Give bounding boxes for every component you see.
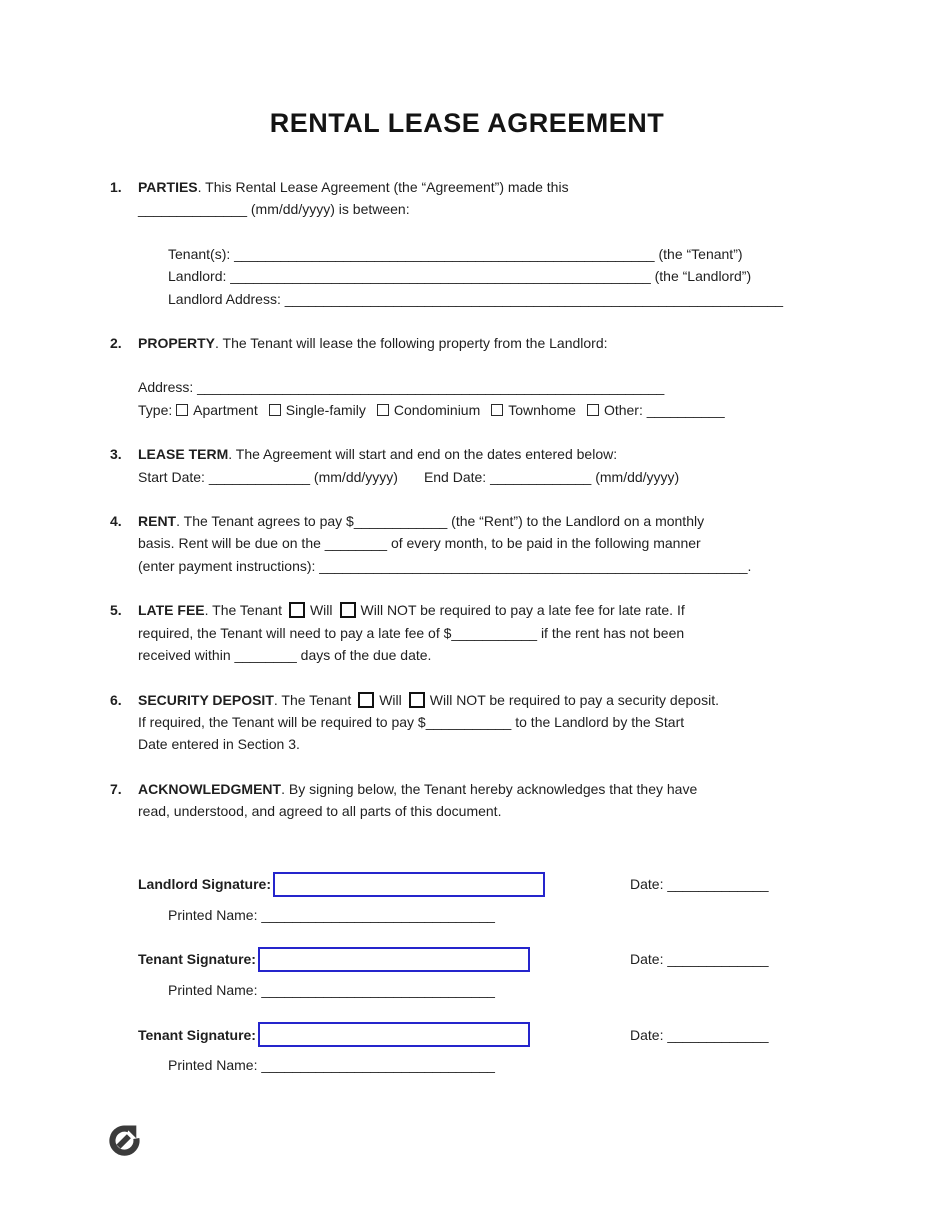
security-deposit-line3: Date entered in Section 3. [138, 736, 300, 753]
section-text: . By signing below, the Tenant hereby acknowledges that they have [281, 780, 698, 797]
date-label: Date: [630, 951, 668, 968]
option-other-label: Other: [603, 401, 647, 418]
tenant-signature-label: Tenant Signature: [138, 1026, 256, 1043]
section-text: . This Rental Lease Agreement (the “Agreement”) made this [197, 179, 569, 195]
landlord-suffix: (the “Landlord”) [650, 268, 752, 285]
section-parties [110, 176, 826, 310]
section-number: 6. [110, 691, 122, 708]
printed-name-blank: ______________________________ [261, 906, 495, 923]
section-lease-term [110, 443, 826, 488]
end-date-blank: _____________ [490, 468, 592, 485]
tenant-signature-input-2[interactable] [258, 1022, 530, 1047]
checkbox-single-family[interactable] [269, 404, 281, 416]
landlord-address-blank: ________________________________________________________________ [284, 290, 784, 307]
section-security-deposit [110, 689, 826, 756]
section-property [110, 332, 826, 421]
option-condominium-label: Condominium [393, 401, 481, 418]
late-fee-will-not-checkbox[interactable] [340, 602, 356, 618]
landlord-name-blank: ______________________________________________________ [230, 268, 651, 285]
document-content [0, 176, 934, 1077]
security-deposit-will-not-label: Will NOT [429, 691, 486, 708]
tenant-signature-label: Tenant Signature: [138, 951, 256, 968]
property-address-label: Address: [138, 379, 198, 396]
section-heading: LATE FEE [138, 602, 205, 619]
printed-name-label: Printed Name: [168, 981, 262, 998]
landlord-signature-input[interactable] [273, 872, 545, 897]
section-rent [110, 510, 826, 577]
rent-line2: basis. Rent will be due on the ________ of every month, to be paid in the following manner [138, 535, 701, 552]
property-address-blank: ____________________________________________________________ [197, 379, 665, 396]
start-date-format: (mm/dd/yyyy) [310, 468, 398, 485]
section-text: be required to pay a late fee for late rate. If [416, 602, 685, 619]
checkbox-other[interactable] [587, 404, 599, 416]
rent-payment-instructions-line: (enter payment instructions): _______________________________________________________. [138, 557, 752, 574]
section-heading: PARTIES [138, 179, 198, 195]
date-blank: _____________ [667, 875, 769, 892]
property-other-blank: __________ [646, 401, 725, 418]
date-label: Date: [630, 1026, 668, 1043]
signature-area [138, 871, 826, 1077]
printed-name-blank: ______________________________ [261, 981, 495, 998]
option-apartment-label: Apartment [193, 401, 258, 418]
page-title: RENTAL LEASE AGREEMENT [269, 108, 665, 138]
section-number: 3. [110, 446, 122, 463]
circular-arrow-logo-icon [107, 1121, 142, 1158]
end-date-label: End Date: [423, 468, 491, 485]
section-text: be required to pay a security deposit. [485, 691, 719, 708]
option-single-family-label: Single-family [285, 401, 366, 418]
section-heading: SECURITY DEPOSIT [138, 691, 274, 708]
checkbox-townhome[interactable] [491, 404, 503, 416]
section-heading: ACKNOWLEDGMENT [138, 780, 282, 797]
tenant-label: Tenant(s): [168, 245, 235, 262]
tenant-suffix: (the “Tenant”) [654, 245, 743, 262]
landlord-address-label: Landlord Address: [168, 290, 285, 307]
section-heading: LEASE TERM [138, 446, 229, 463]
landlord-label: Landlord: [168, 268, 231, 285]
tenant-name-blank: ______________________________________________________ [234, 245, 655, 262]
section-text: . The Tenant agrees to pay $____________ (the “Rent”) to the Landlord on a monthly [176, 513, 705, 530]
section-heading: PROPERTY [138, 335, 216, 352]
section-number: 2. [110, 335, 122, 352]
spacer [138, 221, 826, 243]
late-fee-line2: required, the Tenant will need to pay a late fee of $___________ if the rent has not been [138, 624, 685, 641]
landlord-signature-label: Landlord Signature: [138, 875, 271, 892]
checkbox-condominium[interactable] [377, 404, 389, 416]
security-deposit-will-checkbox[interactable] [358, 692, 374, 708]
tenant-signature-block-1 [138, 946, 826, 1001]
section-heading: RENT [138, 513, 177, 530]
parties-date-blank-line: ______________ (mm/dd/yyyy) is between: [138, 201, 410, 218]
property-type-label: Type: [138, 401, 177, 418]
start-date-label: Start Date: [138, 468, 209, 485]
spacer [138, 354, 826, 376]
late-fee-will-checkbox[interactable] [289, 602, 305, 618]
late-fee-will-label: Will [309, 602, 333, 619]
section-number: 1. [110, 179, 122, 195]
security-deposit-will-not-checkbox[interactable] [409, 692, 425, 708]
section-number: 4. [110, 513, 122, 530]
date-label: Date: [630, 875, 668, 892]
section-text: . The Tenant [204, 602, 282, 619]
end-date-format: (mm/dd/yyyy) [591, 468, 680, 485]
late-fee-line3: received within ________ days of the due date. [138, 647, 432, 664]
security-deposit-will-label: Will [379, 691, 402, 708]
section-acknowledgment [110, 778, 826, 823]
printed-name-label: Printed Name: [168, 1057, 262, 1074]
date-blank: _____________ [667, 951, 769, 968]
section-text: . The Tenant [273, 691, 352, 708]
section-late-fee [110, 599, 826, 666]
landlord-signature-block [138, 871, 826, 926]
security-deposit-line2: If required, the Tenant will be required to pay $___________ to the Landlord by the Start [138, 713, 685, 730]
printed-name-blank: ______________________________ [261, 1057, 495, 1074]
section-number: 7. [110, 780, 122, 797]
section-text: . The Agreement will start and end on the dates entered below: [228, 446, 618, 463]
acknowledgment-line2: read, understood, and agreed to all parts of this document. [138, 803, 502, 820]
printed-name-label: Printed Name: [168, 906, 262, 923]
checkbox-apartment[interactable] [176, 404, 188, 416]
tenant-signature-block-2 [138, 1021, 826, 1076]
section-number: 5. [110, 602, 122, 619]
option-townhome-label: Townhome [508, 401, 576, 418]
start-date-blank: _____________ [208, 468, 311, 485]
tenant-signature-input-1[interactable] [258, 947, 530, 972]
late-fee-will-not-label: Will NOT [360, 602, 417, 619]
section-text: . The Tenant will lease the following property from the Landlord: [215, 335, 608, 352]
date-blank: _____________ [667, 1026, 769, 1043]
